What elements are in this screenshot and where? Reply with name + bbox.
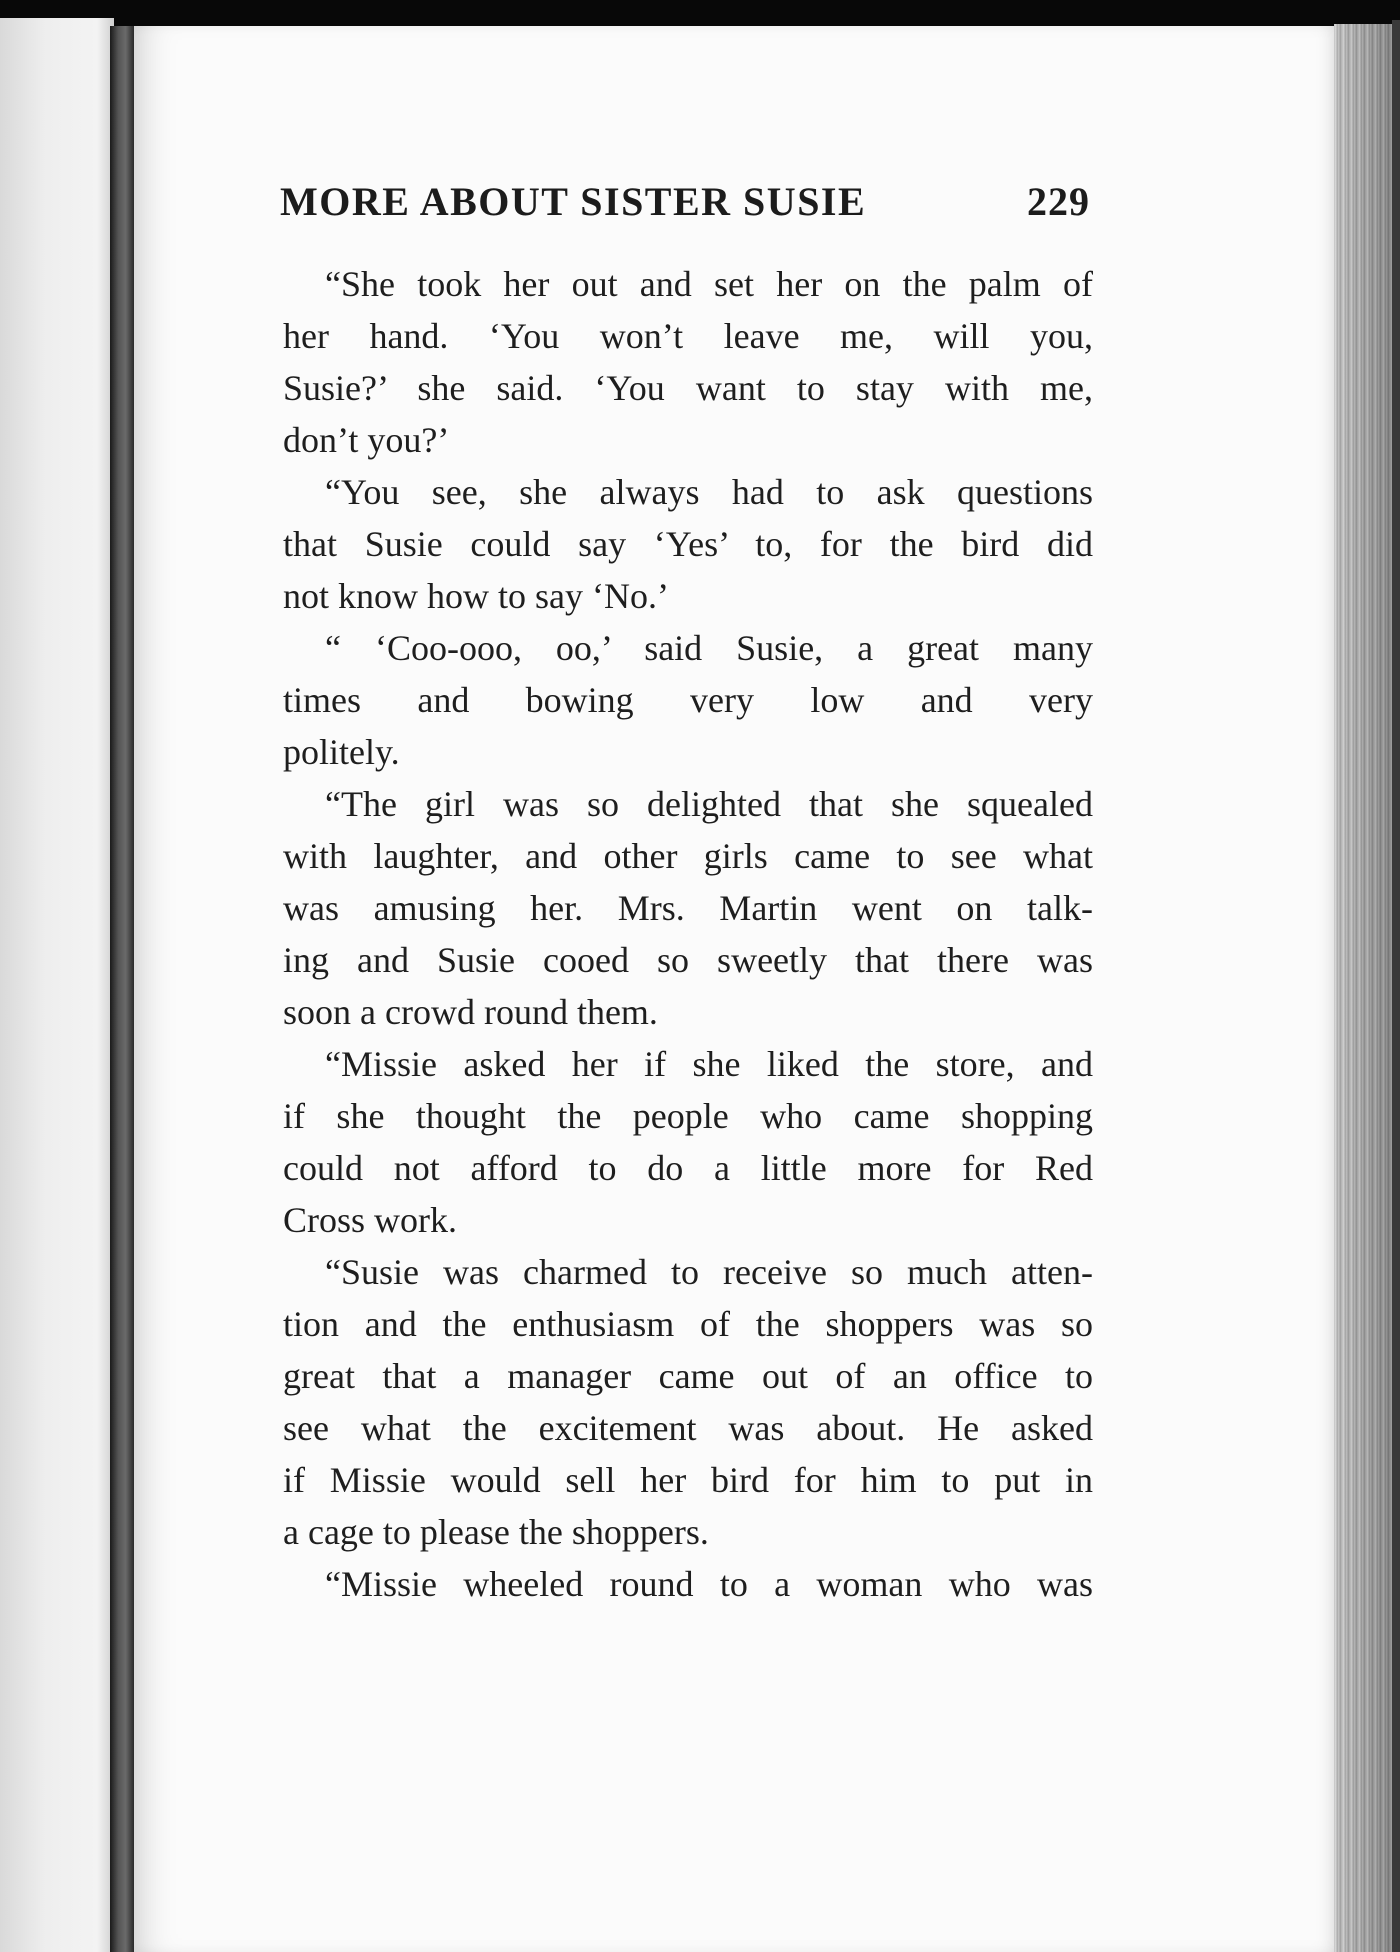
text-line: with laughter, and other girls came to see what [283,836,1093,876]
text-line: was amusing her. Mrs. Martin went on talk- [283,888,1093,928]
text-line: that Susie could say ‘Yes’ to, for the bird did [283,524,1093,564]
text-line: great that a manager came out of an office to [283,1356,1093,1396]
running-head [280,178,1090,238]
text-line: could not afford to do a little more for Red [283,1148,1093,1188]
text-line: see what the excitement was about. He asked [283,1408,1093,1448]
text-line: “She took her out and set her on the palm of [325,264,1093,304]
text-line: “Missie wheeled round to a woman who was [325,1564,1093,1604]
text-line: Cross work. [283,1200,458,1240]
text-line: her hand. ‘You won’t leave me, will you, [283,316,1093,356]
text-line: if Missie would sell her bird for him to put in [283,1460,1093,1500]
running-head-title: MORE ABOUT SISTER SUSIE [280,179,867,224]
text-line: not know how to say ‘No.’ [283,576,669,616]
text-line: a cage to please the shoppers. [283,1512,709,1552]
book-edge [1392,20,1400,1952]
text-line: Susie?’ she said. ‘You want to stay with me, [283,368,1093,408]
facing-page [0,18,114,1952]
text-line: “Missie asked her if she liked the store, and [325,1044,1093,1084]
text-line: “ ‘Coo-ooo, oo,’ said Susie, a great many [325,628,1093,668]
page-number: 229 [1027,179,1090,224]
text-line: soon a crowd round them. [283,992,658,1032]
text-line: tion and the enthusiasm of the shoppers was so [283,1304,1093,1344]
book-gutter [110,26,134,1952]
text-line: don’t you?’ [283,420,450,460]
text-line: ing and Susie cooed so sweetly that there was [283,940,1093,980]
page-edges [1334,24,1392,1952]
body-text [283,258,1093,1610]
text-line: if she thought the people who came shopping [283,1096,1093,1136]
text-line: times and bowing very low and very [283,680,1093,720]
text-line: “The girl was so delighted that she squealed [325,784,1093,824]
text-line: “You see, she always had to ask questions [325,472,1093,512]
text-line: “Susie was charmed to receive so much atten- [325,1252,1093,1292]
text-line: politely. [283,732,400,772]
